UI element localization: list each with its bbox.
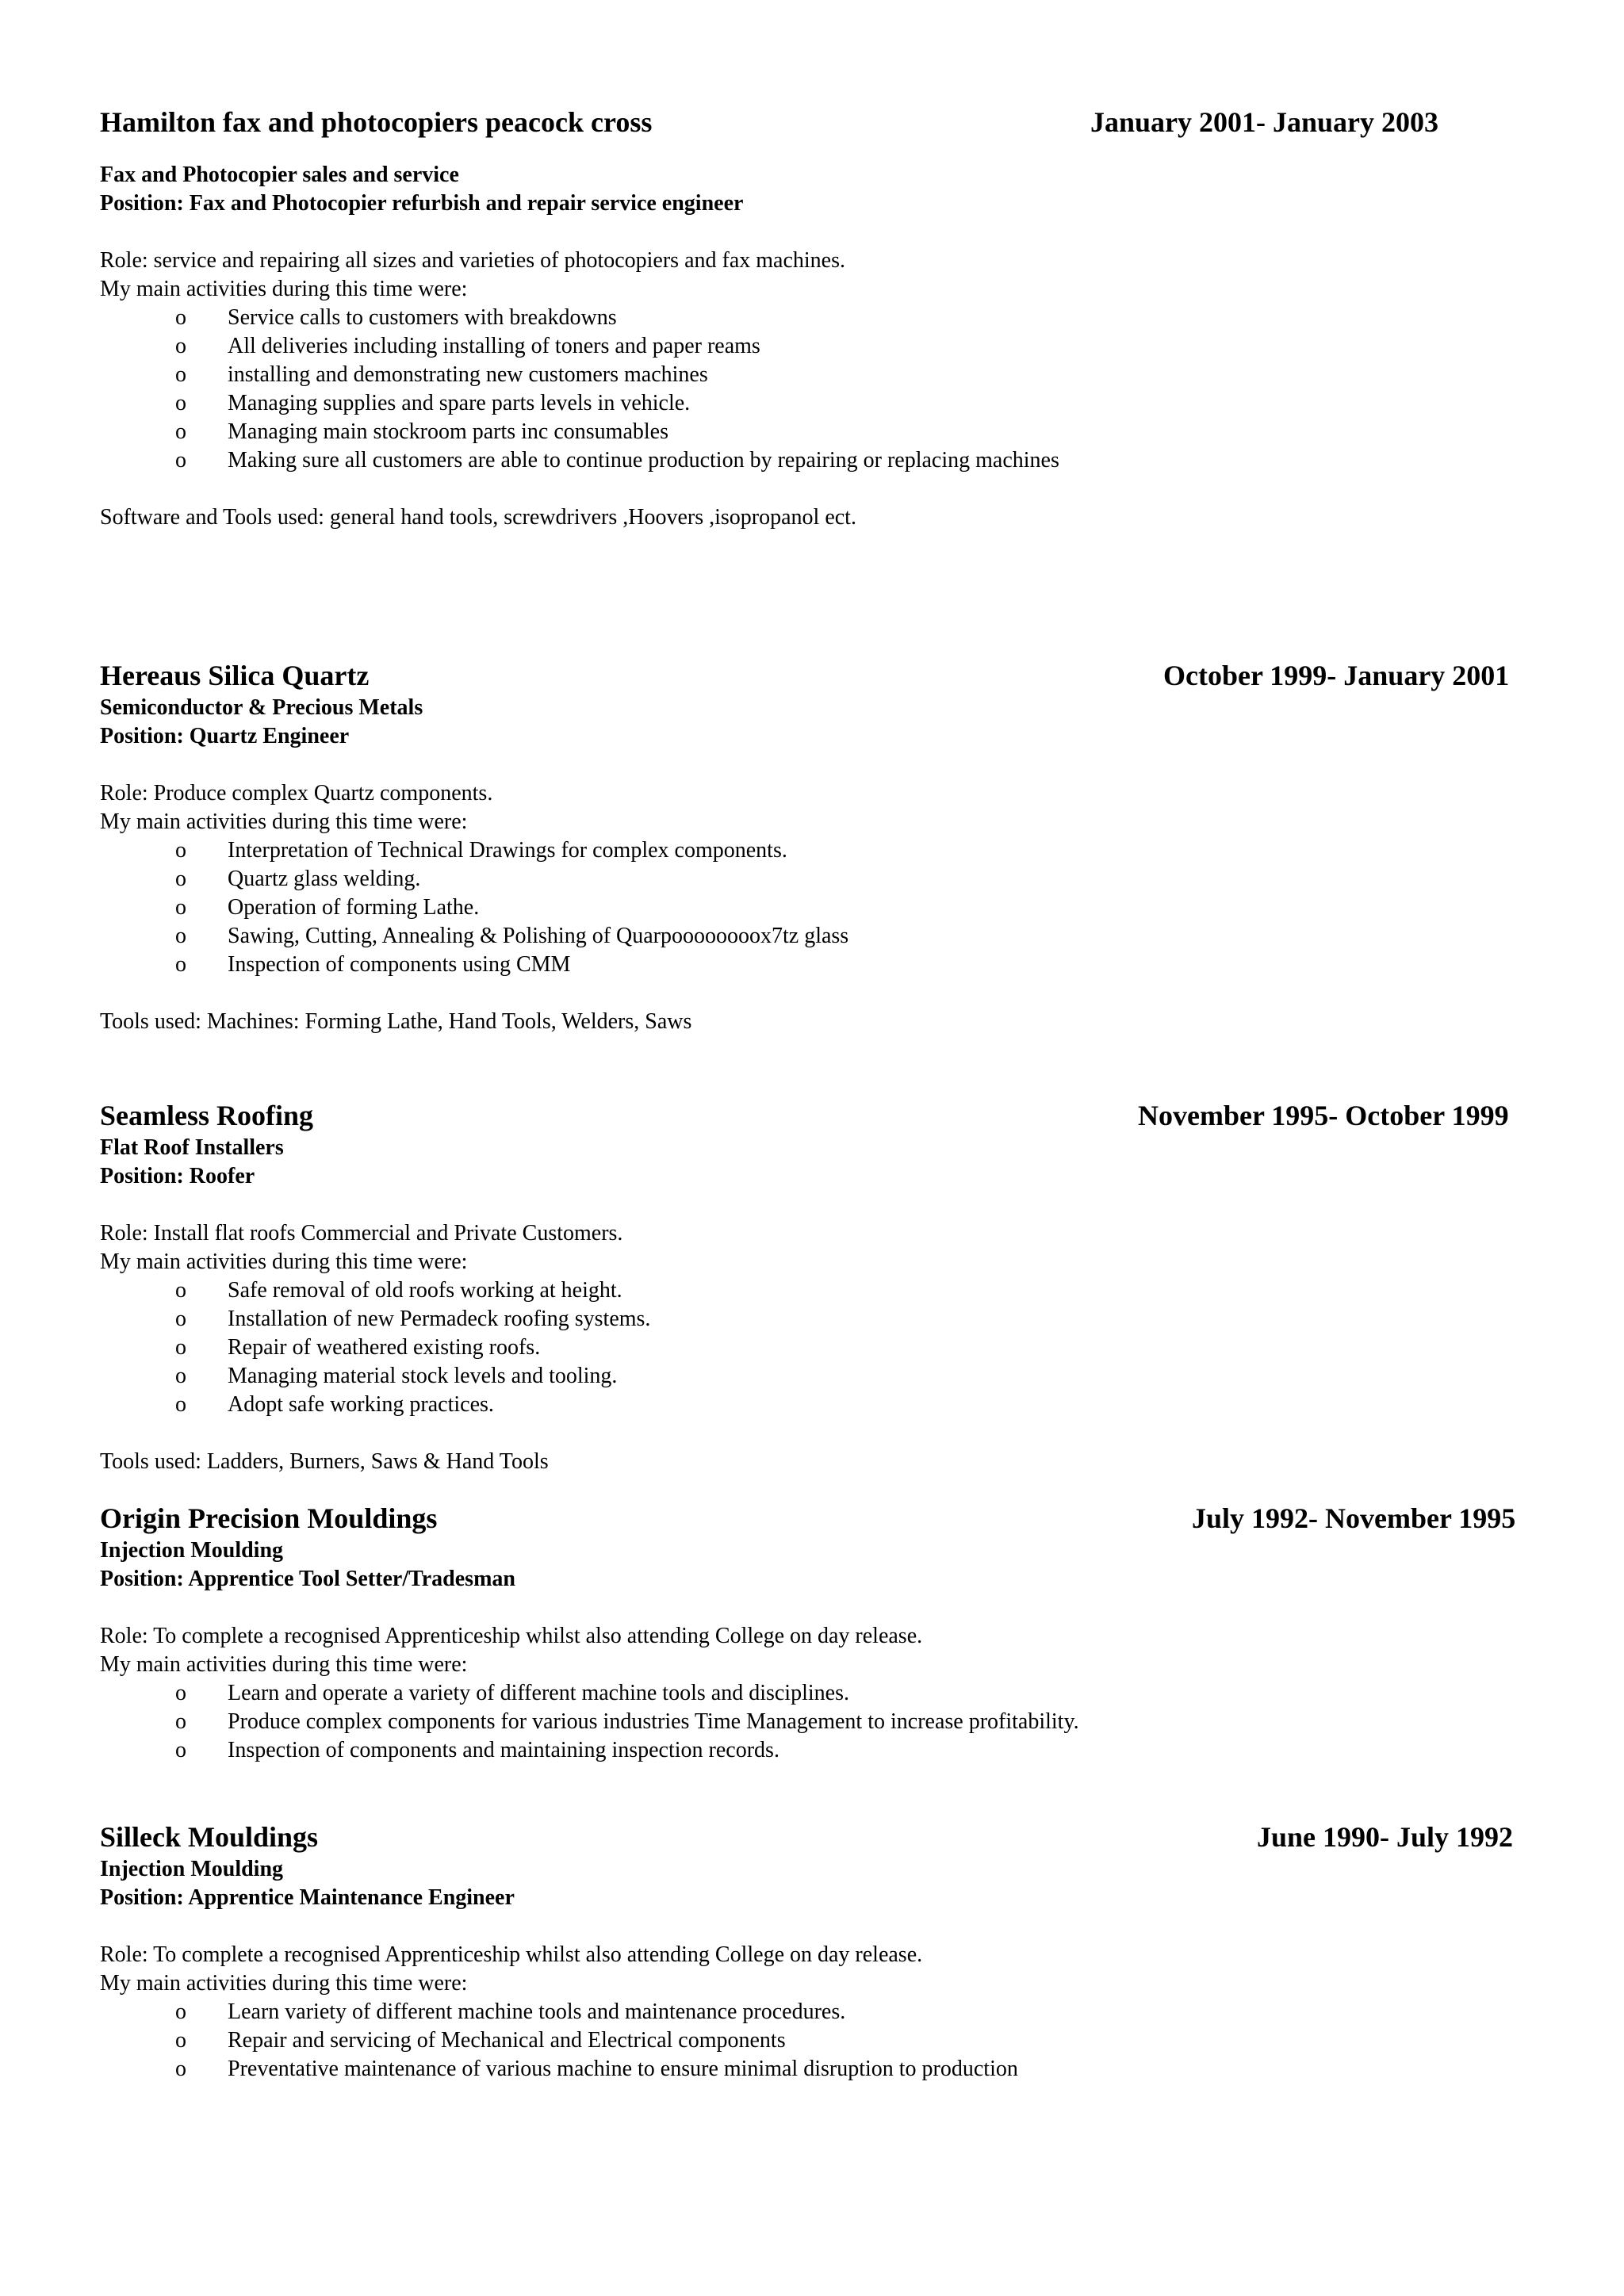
- tools-used: Software and Tools used: general hand tools, screwdrivers ,Hoovers ,isopropanol ect.: [100, 505, 856, 530]
- employment-dates: January 2001- January 2003: [1090, 106, 1439, 138]
- job-header: [100, 1097, 1545, 1134]
- bullet-marker: o: [175, 362, 186, 387]
- company-name: Hereaus Silica Quartz: [100, 660, 370, 691]
- employment-dates: July 1992- November 1995: [1192, 1502, 1516, 1534]
- job-entry: [100, 1500, 1545, 1765]
- list-item: o Repair and servicing of Mechanical and Electrical components: [100, 2026, 1545, 2055]
- list-item: o Interpretation of Technical Drawings for complex components.: [100, 836, 1545, 865]
- list-item: o Quartz glass welding.: [100, 865, 1545, 894]
- bullet-marker: o: [175, 1738, 186, 1762]
- list-item: o Inspection of components and maintaining inspection records.: [100, 1736, 1545, 1765]
- bullet-marker: o: [175, 391, 186, 415]
- job-position: Position: Fax and Photocopier refurbish and repair service engineer: [100, 191, 744, 216]
- job-role: Role: service and repairing all sizes and varieties of photocopiers and fax machines.: [100, 248, 845, 273]
- job-entry: [100, 657, 1545, 1036]
- activities-list: [100, 1276, 1545, 1419]
- company-name: Origin Precision Mouldings: [100, 1502, 438, 1534]
- bullet-marker: o: [175, 867, 186, 891]
- activities-list: [100, 1679, 1545, 1765]
- bullet-marker: o: [175, 924, 186, 948]
- list-item: o Learn variety of different machine tools and maintenance procedures.: [100, 1998, 1545, 2026]
- job-position: Position: Roofer: [100, 1164, 255, 1188]
- bullet-marker: o: [175, 2028, 186, 2053]
- job-role: Role: To complete a recognised Apprenticeship whilst also attending College on day release.: [100, 1624, 923, 1648]
- job-header: [100, 1819, 1545, 1855]
- activities-list: [100, 1998, 1545, 2084]
- bullet-marker: o: [175, 838, 186, 863]
- job-sector: Semiconductor & Precious Metals: [100, 695, 423, 720]
- job-role: Role: Install flat roofs Commercial and Private Customers.: [100, 1221, 623, 1246]
- bullet-marker: o: [175, 334, 186, 358]
- job-sector: Fax and Photocopier sales and service: [100, 163, 459, 187]
- list-item: o Managing main stockroom parts inc consumables: [100, 418, 1545, 446]
- tools-used: Tools used: Ladders, Burners, Saws & Hand Tools: [100, 1449, 549, 1474]
- list-item: o Produce complex components for various industries Time Management to increase profitability.: [100, 1708, 1545, 1736]
- employment-dates: October 1999- January 2001: [1163, 660, 1510, 691]
- bullet-marker: o: [175, 1681, 186, 1705]
- list-item: o installing and demonstrating new customers machines: [100, 361, 1545, 389]
- job-entry: [100, 104, 1545, 532]
- list-item: o Sawing, Cutting, Annealing & Polishing of Quarpoooooooox7tz glass: [100, 922, 1545, 951]
- job-entry: [100, 1097, 1545, 1476]
- list-item: o Operation of forming Lathe.: [100, 894, 1545, 922]
- list-item: o Repair of weathered existing roofs.: [100, 1334, 1545, 1362]
- bullet-marker: o: [175, 1364, 186, 1388]
- list-item: o Service calls to customers with breakdowns: [100, 304, 1545, 332]
- company-name: Hamilton fax and photocopiers peacock cross: [100, 106, 653, 138]
- job-role: Role: Produce complex Quartz components.: [100, 781, 493, 806]
- job-position: Position: Apprentice Maintenance Engineer: [100, 1885, 515, 1910]
- list-item: o Preventative maintenance of various machine to ensure minimal disruption to production: [100, 2055, 1545, 2084]
- bullet-marker: o: [175, 895, 186, 920]
- job-header: [100, 657, 1545, 694]
- job-sector: Injection Moulding: [100, 1538, 284, 1563]
- bullet-marker: o: [175, 305, 186, 330]
- activities-list: [100, 304, 1545, 475]
- activities-list: [100, 836, 1545, 979]
- bullet-marker: o: [175, 1392, 186, 1417]
- job-header: [100, 104, 1545, 140]
- bullet-marker: o: [175, 1999, 186, 2024]
- list-item: o Inspection of components using CMM: [100, 951, 1545, 979]
- job-sector: Flat Roof Installers: [100, 1135, 284, 1160]
- job-header: [100, 1500, 1545, 1536]
- list-item: o Making sure all customers are able to continue production by repairing or replacing machines: [100, 446, 1545, 475]
- bullet-marker: o: [175, 1335, 186, 1360]
- bullet-marker: o: [175, 2057, 186, 2081]
- company-name: Seamless Roofing: [100, 1100, 313, 1131]
- list-item: o All deliveries including installing of toners and paper reams: [100, 332, 1545, 361]
- activities-intro: My main activities during this time were:: [100, 1249, 468, 1274]
- job-position: Position: Apprentice Tool Setter/Tradesman: [100, 1567, 515, 1591]
- list-item: o Managing material stock levels and tooling.: [100, 1362, 1545, 1391]
- tools-used: Tools used: Machines: Forming Lathe, Hand Tools, Welders, Saws: [100, 1009, 692, 1034]
- job-entry: [100, 1819, 1545, 2084]
- list-item: o Adopt safe working practices.: [100, 1391, 1545, 1419]
- list-item: o Learn and operate a variety of different machine tools and disciplines.: [100, 1679, 1545, 1708]
- list-item: o Installation of new Permadeck roofing systems.: [100, 1305, 1545, 1334]
- employment-dates: June 1990- July 1992: [1257, 1821, 1514, 1853]
- activities-intro: My main activities during this time were:: [100, 809, 468, 834]
- job-sector: Injection Moulding: [100, 1857, 284, 1881]
- activities-intro: My main activities during this time were:: [100, 277, 468, 301]
- bullet-marker: o: [175, 1307, 186, 1331]
- bullet-marker: o: [175, 952, 186, 977]
- employment-dates: November 1995- October 1999: [1138, 1100, 1509, 1131]
- job-role: Role: To complete a recognised Apprenticeship whilst also attending College on day release.: [100, 1942, 923, 1967]
- bullet-marker: o: [175, 1278, 186, 1303]
- bullet-marker: o: [175, 419, 186, 444]
- list-item: o Managing supplies and spare parts levels in vehicle.: [100, 389, 1545, 418]
- activities-intro: My main activities during this time were:: [100, 1971, 468, 1996]
- activities-intro: My main activities during this time were:: [100, 1652, 468, 1677]
- list-item: o Safe removal of old roofs working at height.: [100, 1276, 1545, 1305]
- bullet-marker: o: [175, 448, 186, 473]
- bullet-marker: o: [175, 1709, 186, 1734]
- job-position: Position: Quartz Engineer: [100, 724, 350, 748]
- company-name: Silleck Mouldings: [100, 1821, 319, 1853]
